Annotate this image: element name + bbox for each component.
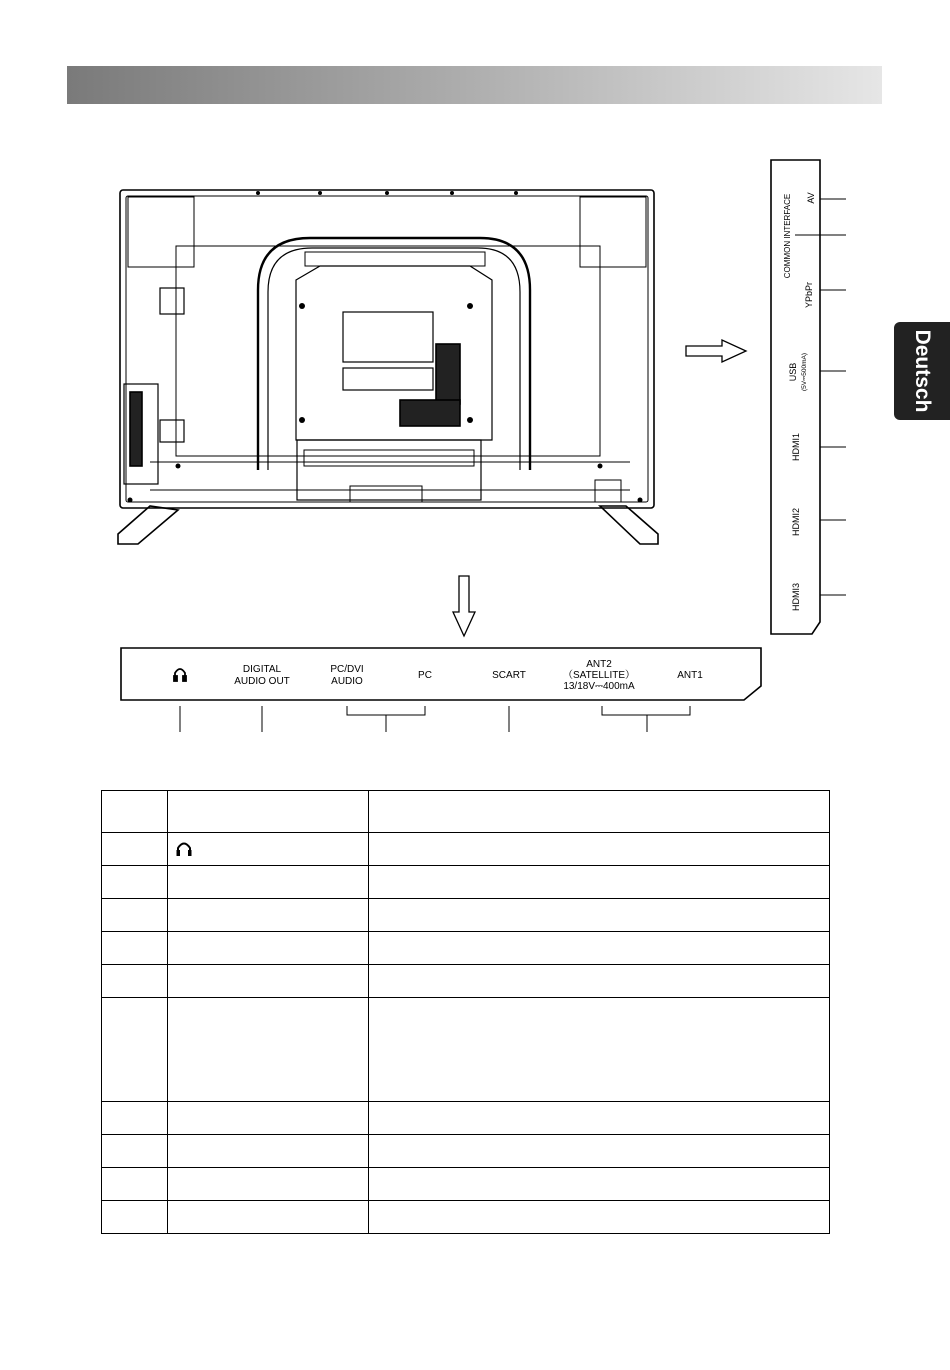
port-pc: PC	[418, 670, 432, 681]
table-cell	[369, 1135, 830, 1168]
table-row	[102, 791, 830, 833]
side-port-ypbpr: YPbPr	[804, 281, 814, 309]
language-tab-label: Deutsch	[911, 329, 934, 413]
table-cell	[102, 1102, 168, 1135]
headphone-icon	[174, 669, 186, 681]
table-cell	[102, 866, 168, 899]
table-row	[102, 965, 830, 998]
table-cell	[168, 866, 369, 899]
table-cell	[168, 1201, 369, 1234]
table-cell	[102, 1168, 168, 1201]
table-cell	[168, 965, 369, 998]
table-cell	[369, 1201, 830, 1234]
side-port-hdmi3: HDMI3	[791, 582, 801, 612]
headphone-icon	[174, 839, 194, 859]
table-row	[102, 1201, 830, 1234]
side-port-common-interface: COMMON INTERFACE	[783, 193, 792, 279]
side-port-hdmi2: HDMI2	[791, 507, 801, 537]
port-ant1: ANT1	[677, 670, 703, 681]
table-cell	[369, 833, 830, 866]
table-cell	[102, 899, 168, 932]
side-port-hdmi1: HDMI1	[791, 432, 801, 462]
table-cell	[168, 1135, 369, 1168]
table-cell	[102, 1201, 168, 1234]
port-ant2-line2: （SATELLITE）	[562, 670, 636, 681]
connection-table	[101, 790, 830, 1234]
table-cell	[369, 1168, 830, 1201]
table-cell	[369, 791, 830, 833]
port-ant2-line3: 13/18V⎓400mA	[563, 681, 635, 692]
port-digital-audio-line2: AUDIO OUT	[234, 676, 290, 687]
table-row	[102, 866, 830, 899]
table-row	[102, 998, 830, 1102]
table-cell	[168, 998, 369, 1102]
table-cell	[102, 965, 168, 998]
port-ant2-line1: ANT2	[586, 659, 612, 670]
port-pc-dvi-line2: AUDIO	[331, 676, 363, 687]
table-cell	[369, 866, 830, 899]
table-cell	[168, 791, 369, 833]
side-port-usb: USB	[788, 362, 798, 382]
side-port-av: AV	[806, 192, 816, 204]
table-cell	[102, 1135, 168, 1168]
table-cell	[102, 833, 168, 866]
table-cell	[369, 932, 830, 965]
port-scart: SCART	[492, 670, 526, 681]
table-cell	[102, 998, 168, 1102]
table-cell	[102, 791, 168, 833]
table-cell	[369, 965, 830, 998]
table-row	[102, 1102, 830, 1135]
port-pc-dvi-line1: PC/DVI	[330, 664, 364, 675]
table-cell	[369, 1102, 830, 1135]
table-cell	[102, 932, 168, 965]
table-cell	[168, 899, 369, 932]
table-cell	[168, 833, 369, 866]
table-cell	[168, 1102, 369, 1135]
side-port-usb-rating: (5V⎓500mA)	[801, 352, 808, 392]
table-cell	[369, 899, 830, 932]
table-row	[102, 899, 830, 932]
table-row	[102, 1168, 830, 1201]
table-cell	[168, 932, 369, 965]
port-digital-audio-line1: DIGITAL	[242, 664, 282, 675]
table-cell	[369, 998, 830, 1102]
table-cell	[168, 1168, 369, 1201]
table-row	[102, 1135, 830, 1168]
table-row	[102, 833, 830, 866]
table-row	[102, 932, 830, 965]
